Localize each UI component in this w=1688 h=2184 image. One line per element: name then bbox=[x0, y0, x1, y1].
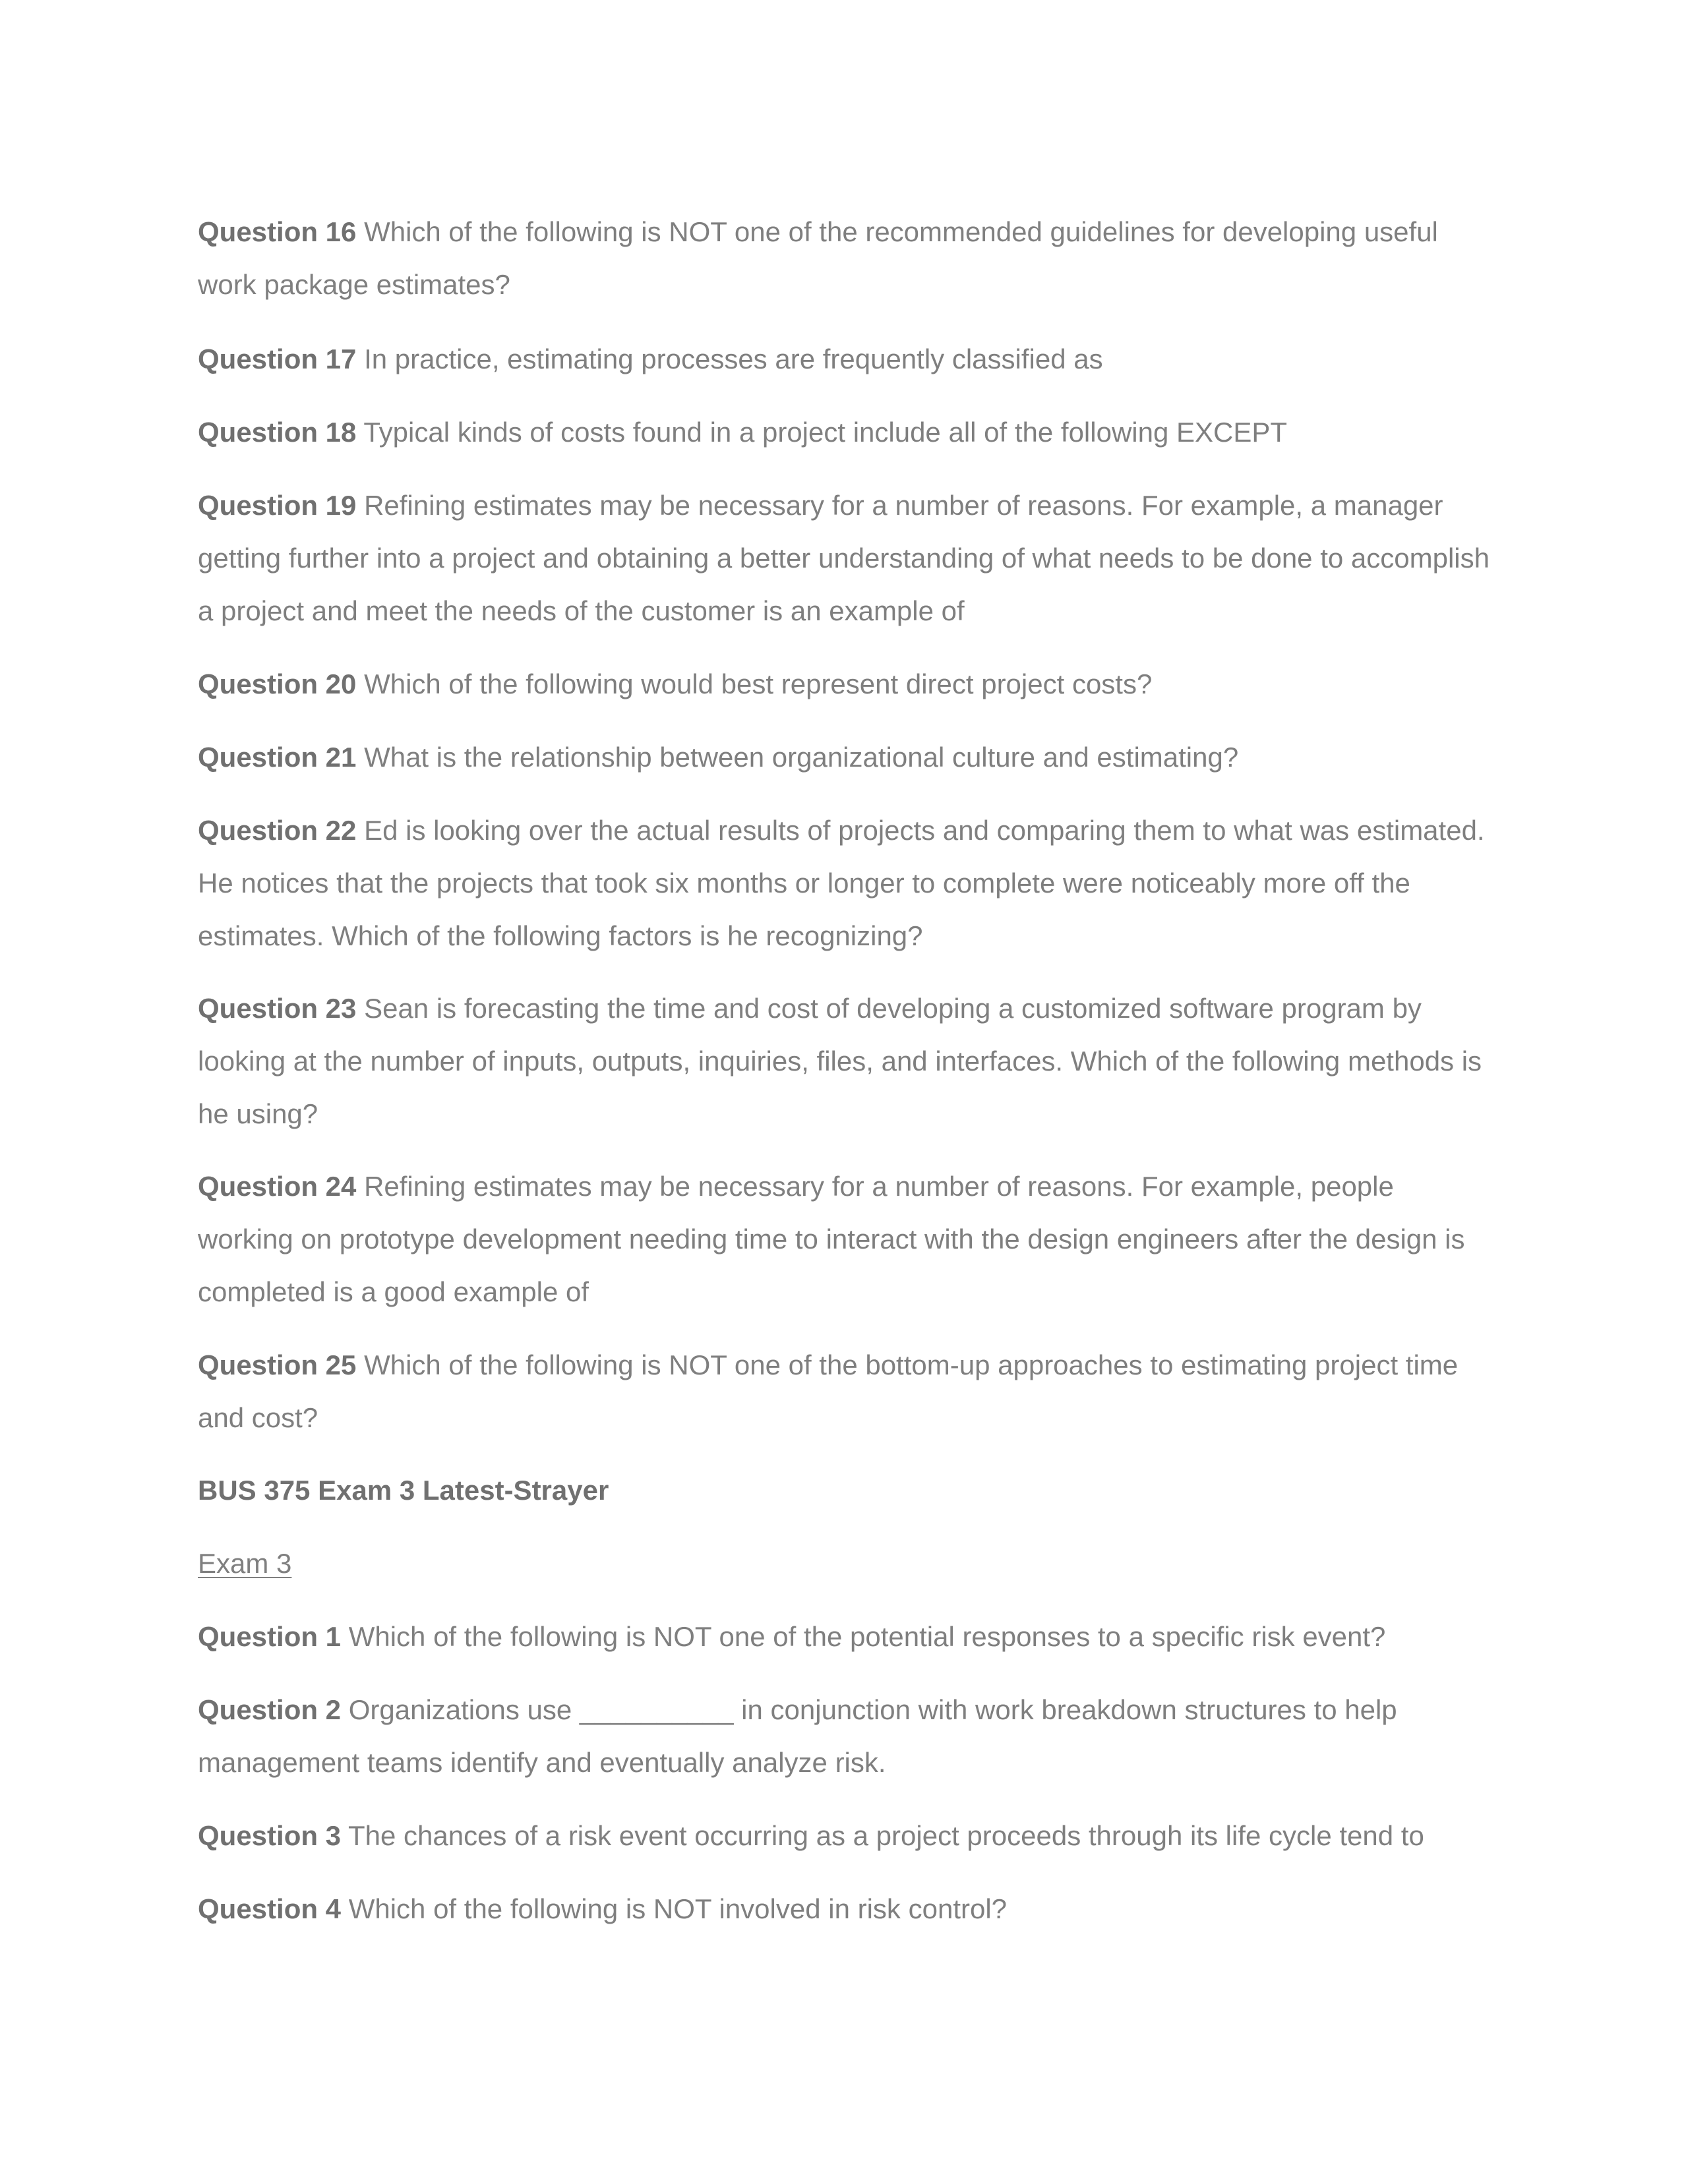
question-text: Which of the following is NOT one of the potential responses to a specific risk event? bbox=[341, 1621, 1386, 1652]
question-22 bbox=[198, 804, 1490, 962]
question-label: Question 20 bbox=[198, 668, 357, 699]
question-20 bbox=[198, 658, 1490, 711]
question-label: Question 16 bbox=[198, 216, 357, 247]
exam-3-link-line bbox=[198, 1537, 1490, 1590]
question-label: Question 17 bbox=[198, 343, 357, 374]
question-24 bbox=[198, 1160, 1490, 1318]
question-text: Ed is looking over the actual results of projects and comparing them to what was estimated. He notices that the projects that took six months or longer to complete were noticeably more off the estimates. Which of the following factors is he recognizing? bbox=[198, 815, 1485, 951]
exam-3-link[interactable]: Exam 3 bbox=[198, 1548, 292, 1579]
question-21 bbox=[198, 731, 1490, 784]
question-label: Question 24 bbox=[198, 1171, 357, 1202]
section-heading: BUS 375 Exam 3 Latest-Strayer bbox=[198, 1475, 609, 1506]
question-text: In practice, estimating processes are frequently classified as bbox=[356, 343, 1103, 374]
question-3 bbox=[198, 1810, 1490, 1862]
question-label: Question 22 bbox=[198, 815, 357, 846]
question-23 bbox=[198, 982, 1490, 1140]
question-label: Question 4 bbox=[198, 1893, 342, 1924]
question-text: The chances of a risk event occurring as a project proceeds through its life cycle tend to bbox=[341, 1820, 1424, 1851]
question-text: Refining estimates may be necessary for a number of reasons. For example, a manager getting further into a project and obtaining a better understanding of what needs to be done to accomplish a project and meet the needs of the customer is an example of bbox=[198, 490, 1490, 626]
question-label: Question 18 bbox=[198, 417, 357, 448]
question-text: What is the relationship between organizational culture and estimating? bbox=[356, 742, 1239, 773]
question-label: Question 3 bbox=[198, 1820, 342, 1851]
question-16 bbox=[198, 206, 1490, 311]
question-19 bbox=[198, 479, 1490, 637]
question-text: Which of the following would best represent direct project costs? bbox=[356, 668, 1153, 699]
question-text: Refining estimates may be necessary for a number of reasons. For example, people working on prototype development needing time to interact with the design engineers after the design is completed is a good example of bbox=[198, 1171, 1465, 1307]
question-text: Which of the following is NOT one of the recommended guidelines for developing useful work package estimates? bbox=[198, 216, 1438, 300]
question-label: Question 23 bbox=[198, 993, 357, 1024]
question-text: Which of the following is NOT involved in risk control? bbox=[341, 1893, 1008, 1924]
question-4 bbox=[198, 1883, 1490, 1935]
question-17 bbox=[198, 333, 1490, 386]
question-text: Typical kinds of costs found in a project include all of the following EXCEPT bbox=[356, 417, 1288, 448]
question-text: Which of the following is NOT one of the bottom-up approaches to estimating project time and cost? bbox=[198, 1349, 1459, 1433]
question-label: Question 1 bbox=[198, 1621, 342, 1652]
question-text: Organizations use __________ in conjunction with work breakdown structures to help management teams identify and eventually analyze risk. bbox=[198, 1694, 1397, 1778]
question-label: Question 25 bbox=[198, 1349, 357, 1380]
question-label: Question 21 bbox=[198, 742, 357, 773]
question-text: Sean is forecasting the time and cost of developing a customized software program by looking at the number of inputs, outputs, inquiries, files, and interfaces. Which of the following methods is he using? bbox=[198, 993, 1482, 1129]
question-2 bbox=[198, 1684, 1490, 1789]
question-18 bbox=[198, 406, 1490, 459]
question-label: Question 19 bbox=[198, 490, 357, 521]
question-label: Question 2 bbox=[198, 1694, 342, 1725]
question-1 bbox=[198, 1610, 1490, 1663]
question-25 bbox=[198, 1339, 1490, 1444]
